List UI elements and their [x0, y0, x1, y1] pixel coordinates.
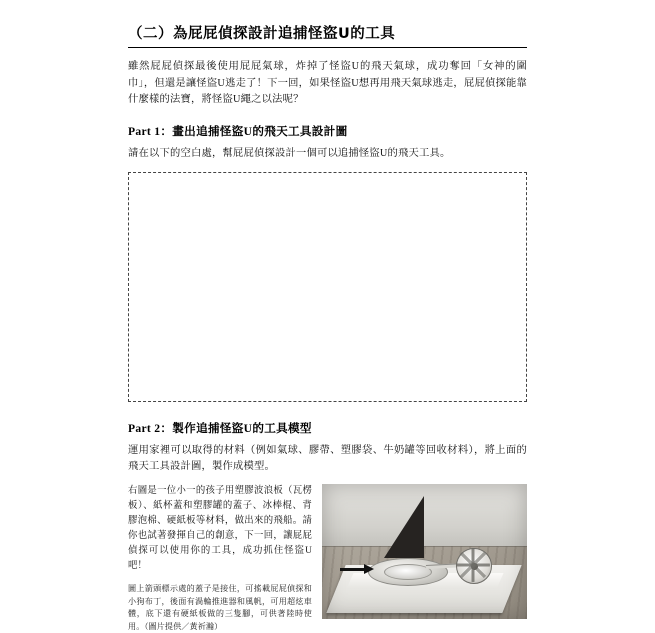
part2-instruction: 運用家裡可以取得的材料（例如氣球、膠帶、塑膠袋、牛奶罐等回收材料），將上面的飛天工具設計圖，製作成模型。 — [128, 444, 527, 473]
intro-paragraph: 雖然屁屁偵探最後使用屁屁氣球，炸掉了怪盜U的飛天氣球，成功奪回「女神的圍巾」，但還是讓怪盜U逃走了！下一回，如果怪盜U想再用飛天氣球逃走，屁屁偵探能靠什麼樣的法寶，將怪盜U繩之以法呢？ — [128, 61, 527, 106]
part2-heading — [128, 420, 527, 436]
part2-caption-column — [128, 484, 312, 633]
photo-background-wall — [322, 484, 527, 546]
part2-caption-photo-row — [128, 484, 527, 633]
photo-disc-inner — [384, 564, 432, 580]
arrow-head — [364, 564, 374, 574]
part2-title: 製作追捕怪盜U的工具模型 — [172, 421, 312, 435]
model-spaceship-photo — [322, 484, 527, 619]
section-heading: （二）為屁屁偵探設計追捕怪盜U的工具 — [128, 22, 527, 48]
arrow-shaft — [340, 568, 366, 571]
part2-section — [128, 420, 527, 633]
photo-arrow-annotation — [340, 564, 374, 574]
part2-caption-text: 右圖是一位小一的孩子用塑膠波浪板（瓦楞板）、紙杯蓋和塑膠罐的蓋子、冰棒棍、背膠泡棉、硬紙板等材料，做出來的飛船。請你也試著發揮自己的創意，下一回，讓屁屁偵探可以使用你的工具，成功抓住怪盜U吧！ — [128, 486, 312, 572]
part1-title: 畫出追捕怪盜U的飛天工具設計圖 — [172, 125, 348, 139]
part1-heading — [128, 123, 527, 139]
part1-label: Part 1： — [128, 125, 173, 139]
part1-drawing-area[interactable] — [128, 172, 527, 402]
part1-instruction: 請在以下的空白處，幫屁屁偵探設計一個可以追捕怪盜U的飛天工具。 — [128, 148, 451, 160]
part2-label: Part 2： — [128, 421, 173, 435]
part2-photo-note: 圖上箭頭標示處的蓋子是接住，可搖載屁屁偵探和小狗布丁，後面有渦輪推進器和風帆，可用超炫車體，底下還有硬紙板做的三隻腳，可供著陸時使用。（圖片提供／黃祈瀚） — [128, 584, 312, 631]
photo-wheel-spokes — [456, 548, 490, 582]
photo-wall-edge — [322, 546, 527, 547]
